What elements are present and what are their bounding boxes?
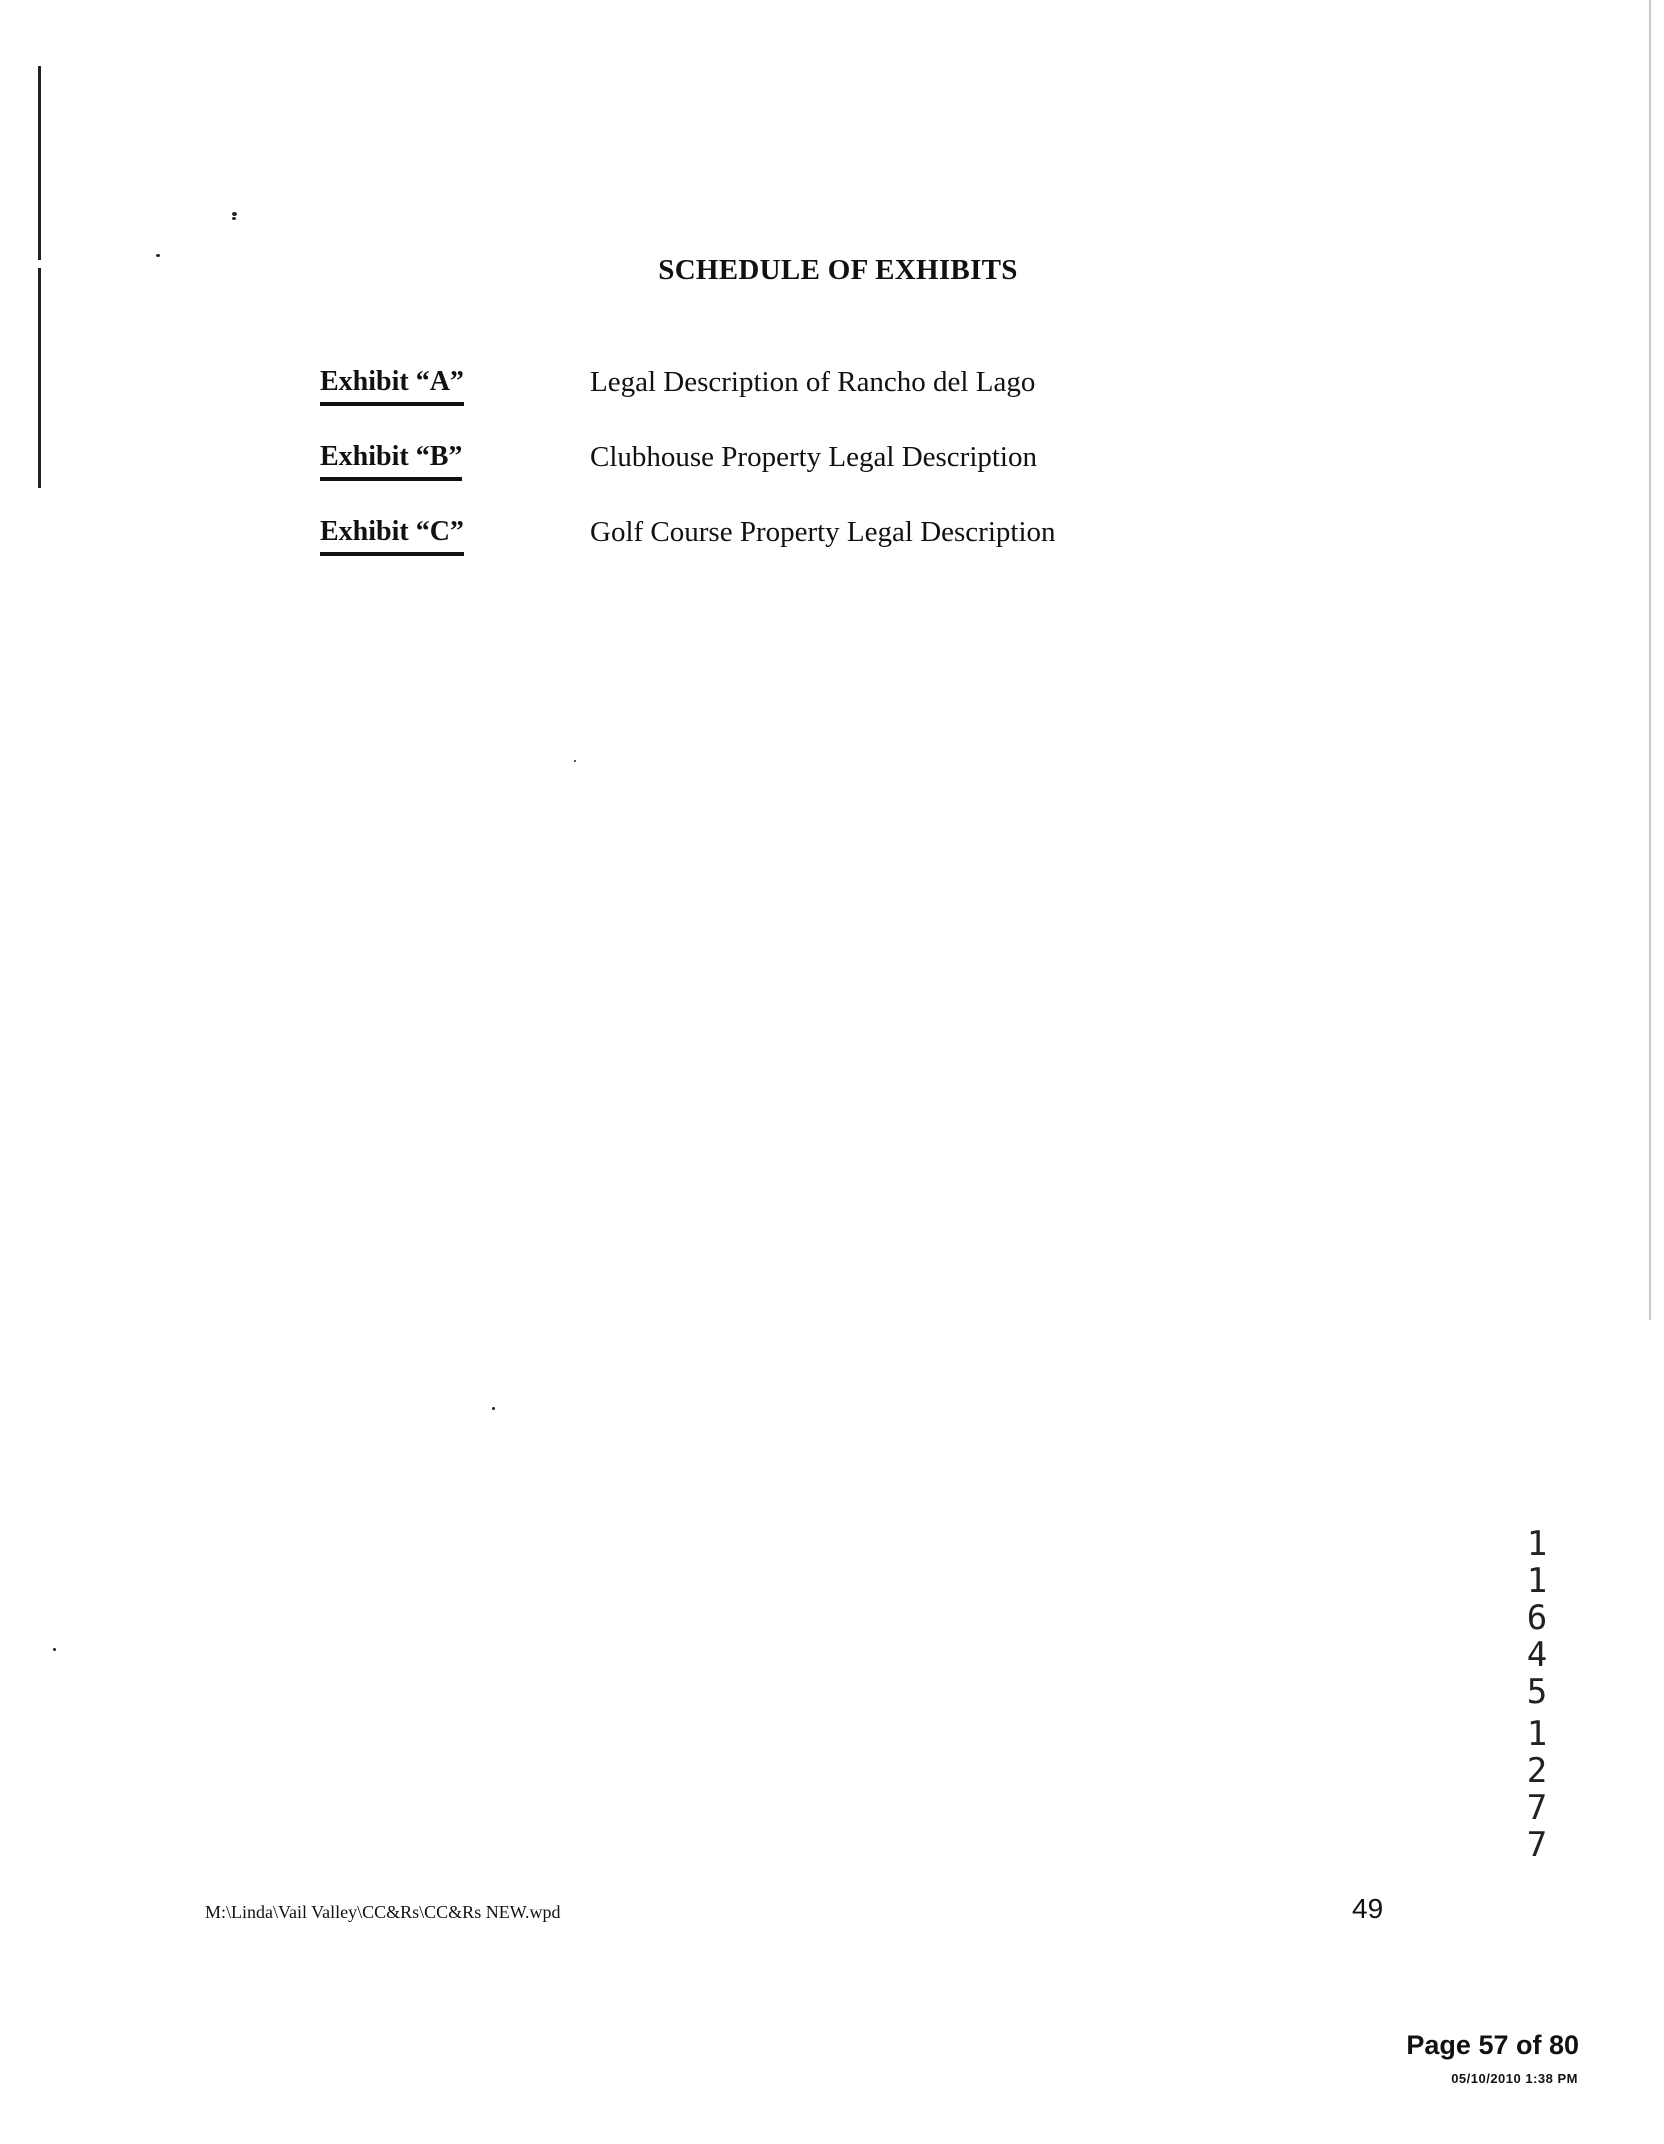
scan-artifact-edge — [1649, 0, 1651, 1320]
schedule-title-text: SCHEDULE OF EXHIBITS — [658, 254, 1018, 286]
scan-speck — [574, 760, 576, 762]
stamp-digit: 6 — [1526, 1598, 1548, 1638]
stamp-digit: 1 — [1526, 1714, 1548, 1754]
stamp-digit: 1 — [1526, 1524, 1548, 1564]
stamp-digit: 7 — [1526, 1788, 1548, 1828]
exhibit-label: Exhibit “B” — [320, 441, 462, 481]
scan-speck — [232, 212, 237, 216]
stamp-digit: 1 — [1526, 1561, 1548, 1601]
footer-file-path: M:\Linda\Vail Valley\CC&Rs\CC&Rs NEW.wpd — [205, 1902, 561, 1922]
exhibit-label: Exhibit “C” — [320, 516, 464, 556]
exhibit-description: Clubhouse Property Legal Description — [590, 441, 1037, 473]
exhibit-label: Exhibit “A” — [320, 366, 464, 406]
stamp-digit: 4 — [1526, 1635, 1548, 1675]
scan-speck — [232, 217, 236, 220]
recording-stamp-top — [1522, 1526, 1552, 1711]
recorder-page-count: Page 57 of 80 — [1406, 2030, 1579, 2060]
scan-speck — [492, 1407, 495, 1410]
exhibit-description: Golf Course Property Legal Description — [590, 516, 1056, 548]
stamp-digit: 7 — [1526, 1825, 1548, 1865]
stamp-digit: 5 — [1526, 1672, 1548, 1712]
scan-artifact-bar — [38, 268, 41, 488]
schedule-title — [0, 254, 1664, 287]
exhibit-description: Legal Description of Rancho del Lago — [590, 366, 1036, 398]
scan-artifact-bar — [38, 66, 41, 260]
page-number: 49 — [1352, 1893, 1384, 1924]
stamp-digit: 2 — [1526, 1751, 1548, 1791]
scan-speck — [53, 1648, 56, 1651]
recording-stamp-bottom — [1522, 1716, 1552, 1864]
recorder-timestamp: 05/10/2010 1:38 PM — [1451, 2071, 1578, 2086]
